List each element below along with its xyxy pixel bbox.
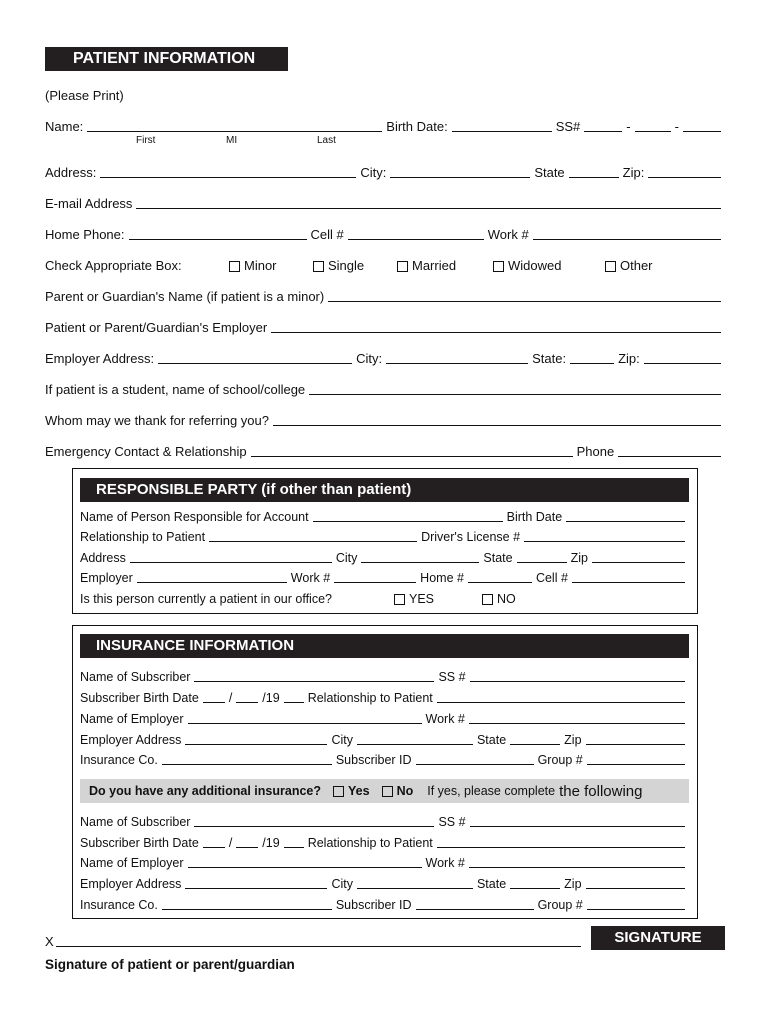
additional-yes-option[interactable] [333, 783, 370, 799]
ins2-zip-label: Zip [564, 877, 582, 891]
please-print-note: (Please Print) [45, 88, 124, 103]
ins2-ss-label: SS # [438, 815, 466, 829]
single-option[interactable] [313, 258, 397, 274]
state-label: State [534, 165, 565, 180]
married-checkbox[interactable] [397, 261, 408, 272]
signature-header: SIGNATURE [591, 926, 725, 950]
rp-license-label: Driver's License # [421, 530, 521, 544]
additional-yes-label: Yes [348, 784, 370, 798]
ss-field-3[interactable] [683, 119, 721, 132]
ins2-subscriber-id-label: Subscriber ID [335, 898, 412, 912]
ins2-group-field[interactable] [587, 897, 685, 910]
address-field[interactable] [100, 165, 356, 178]
married-option[interactable] [397, 258, 493, 274]
ins2-city-label: City [331, 877, 353, 891]
referral-label: Whom may we thank for referring you? [45, 413, 269, 428]
responsible-party-header: RESPONSIBLE PARTY (if other than patient) [80, 478, 689, 502]
referral-field[interactable] [273, 413, 721, 426]
rp-license-field[interactable] [524, 529, 685, 542]
rp-yes-checkbox[interactable] [394, 594, 405, 605]
rp-zip-field[interactable] [592, 550, 685, 563]
ss-dash-2: - [674, 119, 679, 134]
ins-employer-address-label: Employer Address [80, 733, 182, 747]
ins2-birth-day-field[interactable] [236, 835, 258, 848]
name-field[interactable] [87, 119, 382, 132]
ins-relationship-field[interactable] [437, 690, 685, 703]
rp-yes-option[interactable] [394, 591, 482, 607]
rp-zip-label: Zip [570, 551, 588, 565]
ins-company-label: Insurance Co. [80, 753, 158, 767]
ins2-relationship-label: Relationship to Patient [307, 836, 433, 850]
ins-zip-field[interactable] [586, 732, 685, 745]
email-field[interactable] [136, 196, 721, 209]
check-box-label: Check Appropriate Box: [45, 258, 182, 273]
rp-current-patient-label: Is this person currently a patient in our office? [80, 592, 332, 606]
ins2-employer-address-field[interactable] [185, 876, 327, 889]
ins-subscriber-field[interactable] [194, 669, 434, 682]
rp-work-field[interactable] [334, 570, 416, 583]
birth-date-label: Birth Date: [386, 119, 448, 134]
employer-zip-label: Zip: [618, 351, 640, 366]
ins-birth-year-field[interactable] [284, 690, 304, 703]
other-option[interactable] [605, 258, 653, 274]
rp-home-field[interactable] [468, 570, 532, 583]
city-label: City: [360, 165, 387, 180]
other-checkbox[interactable] [605, 261, 616, 272]
guardian-name-field[interactable] [328, 289, 721, 302]
ins-city-field[interactable] [357, 732, 473, 745]
rp-relationship-field[interactable] [209, 529, 417, 542]
ins2-birth-label: Subscriber Birth Date [80, 836, 199, 850]
rp-address-field[interactable] [130, 550, 332, 563]
email-label: E-mail Address [45, 196, 133, 211]
ins-group-field[interactable] [587, 752, 685, 765]
ins2-relationship-field[interactable] [437, 835, 685, 848]
ins2-work-label: Work # [425, 856, 465, 870]
work-label: Work # [487, 227, 529, 242]
rp-person-field[interactable] [313, 509, 503, 522]
employer-state-field[interactable] [570, 351, 614, 364]
widowed-checkbox[interactable] [493, 261, 504, 272]
ins2-employer-address-label: Employer Address [80, 877, 182, 891]
rp-no-option[interactable] [482, 591, 516, 607]
additional-insurance-question: Do you have any additional insurance? [89, 784, 321, 798]
ins-city-label: City [331, 733, 353, 747]
ins2-zip-field[interactable] [586, 876, 685, 889]
emergency-field[interactable] [251, 444, 573, 457]
ins-birth-day-field[interactable] [236, 690, 258, 703]
ins-work-field[interactable] [469, 711, 685, 724]
signature-x: X [45, 934, 54, 949]
ins-subscriber-id-field[interactable] [416, 752, 534, 765]
ins2-work-field[interactable] [469, 855, 685, 868]
single-checkbox[interactable] [313, 261, 324, 272]
cell-field[interactable] [348, 227, 484, 240]
employer-city-field[interactable] [386, 351, 528, 364]
ins2-employer-label: Name of Employer [80, 856, 184, 870]
ins-group-label: Group # [537, 753, 583, 767]
additional-no-label: No [396, 784, 414, 798]
following-note: the following [559, 782, 643, 800]
rp-employer-field[interactable] [137, 570, 287, 583]
ins-work-label: Work # [425, 712, 465, 726]
employer-state-label: State: [532, 351, 567, 366]
rp-relationship-label: Relationship to Patient [80, 530, 206, 544]
additional-no-option[interactable] [382, 783, 414, 799]
rp-work-label: Work # [290, 571, 331, 585]
insurance-header: INSURANCE INFORMATION [80, 634, 689, 658]
rp-city-field[interactable] [361, 550, 479, 563]
ins2-birth-slash: / [228, 836, 233, 850]
emergency-phone-label: Phone [576, 444, 615, 459]
signature-caption: Signature of patient or parent/guardian [45, 957, 295, 972]
ins2-city-field[interactable] [357, 876, 473, 889]
birth-date-field[interactable] [452, 119, 552, 132]
ins-ss-label: SS # [438, 670, 466, 684]
emergency-label: Emergency Contact & Relationship [45, 444, 247, 459]
employer-field[interactable] [271, 320, 721, 333]
ins2-ss-field[interactable] [470, 814, 685, 827]
ins-birth-month-field[interactable] [203, 690, 225, 703]
rp-city-label: City [335, 551, 358, 565]
minor-label: Minor [244, 258, 277, 273]
rp-employer-label: Employer [80, 571, 133, 585]
employer-city-label: City: [356, 351, 383, 366]
employer-address-label: Employer Address: [45, 351, 155, 366]
ins-employer-address-field[interactable] [185, 732, 327, 745]
ins-subscriber-id-label: Subscriber ID [335, 753, 412, 767]
patient-information-header: PATIENT INFORMATION [45, 47, 288, 71]
signature-field[interactable] [56, 934, 581, 947]
ins-state-label: State [476, 733, 507, 747]
rp-cell-field[interactable] [572, 570, 685, 583]
ins2-state-field[interactable] [510, 876, 560, 889]
rp-yes-label: YES [409, 592, 435, 606]
minor-option[interactable] [229, 258, 313, 274]
ins-birth-slash: / [228, 691, 233, 705]
rp-person-label: Name of Person Responsible for Account [80, 510, 309, 524]
ins-ss-field[interactable] [470, 669, 685, 682]
rp-state-field[interactable] [517, 550, 567, 563]
cell-label: Cell # [310, 227, 344, 242]
ins-employer-label: Name of Employer [80, 712, 184, 726]
ins-company-field[interactable] [162, 752, 332, 765]
ins-state-field[interactable] [510, 732, 560, 745]
address-label: Address: [45, 165, 97, 180]
ins-birth-year-prefix: /19 [262, 691, 280, 705]
additional-yes-checkbox[interactable] [333, 786, 344, 797]
additional-no-checkbox[interactable] [382, 786, 393, 797]
rp-birth-date-field[interactable] [566, 509, 685, 522]
single-label: Single [328, 258, 365, 273]
rp-home-label: Home # [420, 571, 464, 585]
name-first-caption: First [136, 135, 156, 146]
name-last-caption: Last [317, 135, 336, 146]
zip-label: Zip: [622, 165, 645, 180]
ins2-birth-year-field[interactable] [284, 835, 304, 848]
work-field[interactable] [533, 227, 721, 240]
ins2-group-label: Group # [537, 898, 583, 912]
zip-field[interactable] [648, 165, 721, 178]
minor-checkbox[interactable] [229, 261, 240, 272]
ins-employer-field[interactable] [188, 711, 422, 724]
ins2-birth-year-prefix: /19 [262, 836, 280, 850]
city-field[interactable] [390, 165, 530, 178]
ins-subscriber-label: Name of Subscriber [80, 670, 191, 684]
rp-address-label: Address [80, 551, 126, 565]
emergency-phone-field[interactable] [618, 444, 721, 457]
ins2-subscriber-field[interactable] [194, 814, 434, 827]
ss-field-2[interactable] [635, 119, 671, 132]
ss-dash-1: - [626, 119, 631, 134]
ins2-company-label: Insurance Co. [80, 898, 158, 912]
student-label: If patient is a student, name of school/college [45, 382, 306, 397]
rp-birth-date-label: Birth Date [506, 510, 563, 524]
rp-no-label: NO [497, 592, 516, 606]
ins2-birth-month-field[interactable] [203, 835, 225, 848]
home-phone-field[interactable] [129, 227, 307, 240]
additional-insurance-bar [80, 779, 689, 803]
rp-cell-label: Cell # [535, 571, 568, 585]
ins-relationship-label: Relationship to Patient [307, 691, 433, 705]
ins-zip-label: Zip [564, 733, 582, 747]
ins2-employer-field[interactable] [188, 855, 422, 868]
rp-state-label: State [483, 551, 513, 565]
ss-label: SS# [555, 119, 581, 134]
ins2-state-label: State [476, 877, 507, 891]
widowed-option[interactable] [493, 258, 605, 274]
student-field[interactable] [309, 382, 721, 395]
ins2-subscriber-label: Name of Subscriber [80, 815, 191, 829]
rp-no-checkbox[interactable] [482, 594, 493, 605]
married-label: Married [412, 258, 457, 273]
employer-zip-field[interactable] [644, 351, 721, 364]
guardian-name-label: Parent or Guardian's Name (if patient is a minor) [45, 289, 325, 304]
ins-birth-label: Subscriber Birth Date [80, 691, 199, 705]
ss-field-1[interactable] [584, 119, 622, 132]
ins2-company-field[interactable] [162, 897, 332, 910]
ins2-subscriber-id-field[interactable] [416, 897, 534, 910]
name-mi-caption: MI [226, 135, 238, 146]
home-phone-label: Home Phone: [45, 227, 125, 242]
employer-label: Patient or Parent/Guardian's Employer [45, 320, 268, 335]
other-label: Other [620, 258, 653, 273]
if-yes-note: If yes, please complete [427, 784, 556, 798]
employer-address-field[interactable] [158, 351, 352, 364]
name-label: Name: [45, 119, 84, 134]
widowed-label: Widowed [508, 258, 562, 273]
state-field[interactable] [569, 165, 619, 178]
marital-status-row [45, 256, 725, 274]
